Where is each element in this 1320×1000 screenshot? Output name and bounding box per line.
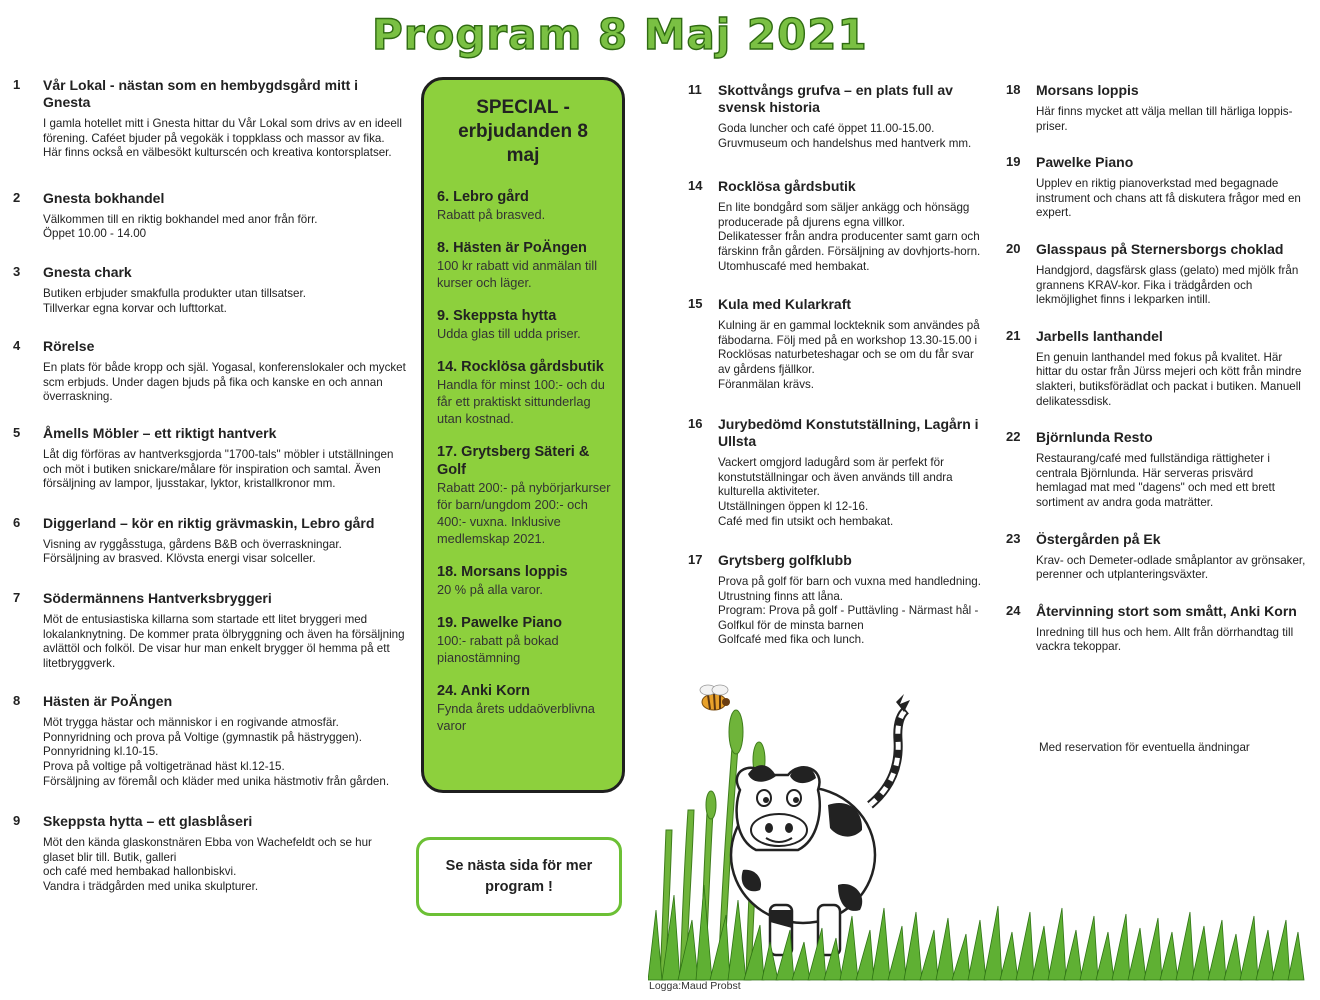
cow-bee-grass-illustration <box>648 680 1308 985</box>
entry-heading: Östergården på Ek <box>1036 530 1161 547</box>
entry-heading: Skottvångs grufva – en plats full av svensk historia <box>718 82 953 115</box>
program-entry <box>1006 82 1306 134</box>
special-offer <box>437 307 616 342</box>
program-entry <box>13 813 406 894</box>
offer-text: Rabatt 200:- på nybörjarkurser för barn/ungdom 200:- och 400:- vuxna. Inklusive medlemskap 2021. <box>437 480 611 546</box>
entry-number: 24 <box>1006 602 1021 618</box>
program-column-2 <box>688 82 988 648</box>
entry-heading: Diggerland – kör en riktig grävmaskin, Lebro gård <box>43 514 375 531</box>
program-entry <box>13 515 406 567</box>
entry-number: 6 <box>13 514 21 530</box>
entry-text: Visning av ryggåsstuga, gårdens B&B och överraskningar. Försäljning av brasved. Klövsta energi visar solceller. <box>43 537 342 566</box>
program-entry <box>13 693 406 789</box>
program-entry <box>1006 429 1306 510</box>
entry-text: En plats för både kropp och själ. Yogasal, konferenslokaler och mycket scm erbjuds. Under dagen bjuds på fika och kanske en och annan överraskning. <box>43 361 406 404</box>
entry-heading: Åmells Möbler – ett riktigt hantverk <box>43 424 277 441</box>
offer-heading: 9. Skeppsta hytta <box>437 308 557 324</box>
entry-heading: Rörelse <box>43 338 95 355</box>
special-offers-box <box>421 77 625 793</box>
offer-heading: 14. Rocklösa gårdsbutik <box>437 359 604 375</box>
special-offers-title: SPECIAL - erbjudanden 8 maj <box>458 97 588 166</box>
entry-text: Låt dig förföras av hantverksgjorda "1700-tals" möbler i utställningen och möt i butiken snickare/målare för inspiration och samtal. Även försäljning av lampor, ljusstakar, lyktor, kristallkronor mm. <box>43 447 394 491</box>
entry-heading: Glasspaus på Sternersborgs choklad <box>1036 240 1284 257</box>
entry-number: 11 <box>688 82 702 97</box>
offer-heading: 8. Hästen är PoÄngen <box>437 240 587 256</box>
offer-text: Handla för minst 100:- och du får ett praktiskt sittunderlag utan kostnad. <box>437 377 605 426</box>
entry-number: 9 <box>13 813 21 829</box>
entry-number: 15 <box>688 296 703 312</box>
entry-number: 3 <box>13 263 21 279</box>
special-offer <box>437 188 616 223</box>
program-entry <box>1006 603 1306 655</box>
offer-text: Rabatt på brasved. <box>437 207 546 222</box>
next-page-text: Se nästa sida för mer program ! <box>445 857 593 895</box>
entry-heading: Rocklösa gårdsbutik <box>718 178 856 195</box>
program-column-1 <box>13 77 406 895</box>
entry-text: Upplev en riktig pianoverkstad med begagnade instrument och chans att få diskutera frågor med en expert. <box>1036 177 1301 220</box>
entry-number: 8 <box>13 693 21 709</box>
program-entry <box>13 190 406 242</box>
offer-text: Fynda årets uddaöverblivna varor <box>437 701 595 733</box>
bee-icon <box>700 685 730 710</box>
entry-heading: Björnlunda Resto <box>1036 429 1153 446</box>
entry-number: 5 <box>13 424 21 440</box>
program-entry <box>13 425 406 492</box>
special-offer <box>437 239 616 291</box>
entry-text: Restaurang/café med fullständiga rättigheter i centrala Björnlunda. Här serveras prisvärd hemlagad mat med "dagens" och med ett brett sortiment av andra goda maträtter. <box>1036 452 1275 509</box>
entry-text: Krav- och Demeter-odlade småplantor av grönsaker, perenner och utplanteringsväxter. <box>1036 553 1306 582</box>
program-entry <box>13 77 406 161</box>
entry-number: 4 <box>13 338 21 354</box>
entry-text: Inredning till hus och hem. Allt från dörrhandtag till vackra tekoppar. <box>1036 625 1294 654</box>
entry-text: Här finns mycket att välja mellan till härliga loppis-priser. <box>1036 105 1293 133</box>
reservation-note: Med reservation för eventuella ändningar <box>1039 741 1250 754</box>
program-entry <box>1006 154 1306 221</box>
entry-text: Goda luncher och café öppet 11.00-15.00. Gruvmuseum och handelshus med hantverk mm. <box>718 122 972 150</box>
entry-text: Möt den kända glaskonstnären Ebba von Wachefeldt och se hur glaset blir till. Butik, galleri och café med hembakad hallonbiskvi. Vandra i trädgården med unika skulpturer. <box>43 836 372 894</box>
logo-credit: Logga:Maud Probst <box>649 980 741 992</box>
offer-text: 100:- rabatt på bokad pianostämning <box>437 633 559 665</box>
next-page-box <box>416 837 622 916</box>
entry-heading: Morsans loppis <box>1036 82 1139 98</box>
entry-heading: Grytsberg golfklubb <box>718 552 852 569</box>
entry-heading: Skeppsta hytta – ett glasblåseri <box>43 813 253 830</box>
entry-number: 18 <box>1006 82 1021 97</box>
entry-text: Prova på golf för barn och vuxna med handledning. Utrustning finns att låna. Program: Prova på golf - Puttävling - Närmast hål - Golfkul för de minsta barnen Golfcafé med fika och lunch. <box>718 575 981 647</box>
entry-heading: Återvinning stort som smått, Anki Korn <box>1036 602 1297 619</box>
entry-number: 22 <box>1006 429 1021 445</box>
program-entry <box>688 82 988 151</box>
entry-number: 20 <box>1006 240 1021 256</box>
offer-heading: 17. Grytsberg Säteri & Golf <box>437 444 590 478</box>
entry-number: 23 <box>1006 530 1021 546</box>
program-entry <box>13 264 406 316</box>
entry-heading: Pawelke Piano <box>1036 154 1134 171</box>
entry-heading: Jurybedömd Konstutställning, Lagårn i Ullsta <box>718 416 979 450</box>
offer-heading: 24. Anki Korn <box>437 683 530 699</box>
entry-number: 21 <box>1006 327 1021 343</box>
entry-text: Butiken erbjuder smakfulla produkter utan tillsatser. Tillverkar egna korvar och lufttorkat. <box>43 286 306 315</box>
offer-text: Udda glas till udda priser. <box>437 326 581 341</box>
entry-heading: Gnesta chark <box>43 263 132 280</box>
special-offer <box>437 563 616 598</box>
program-entry <box>13 590 406 671</box>
program-entry <box>1006 241 1306 308</box>
special-offer <box>437 614 616 666</box>
entry-text: Möt de entusiastiska killarna som startade ett litet bryggeri med lokalanknytning. De kommer prata ölbryggning och även ha försäljning avlättöl och folköl. De visar hur man enkelt brygger öl hemma på ett litetbryggverk. <box>43 612 405 670</box>
entry-text: En genuin lanthandel med fokus på kvalitet. Här hittar du ostar från Jürss mejeri och kött från mindre slakteri, butiksförädlat och packat i butiken. Manuell delikatessdisk. <box>1036 350 1302 408</box>
offer-text: 100 kr rabatt vid anmälan till kurser och läger. <box>437 258 598 290</box>
entry-text: En lite bondgård som säljer ankägg och hönsägg producerade på djurens egna villkor. Delikatesser från andra producenter samt garn och färskinn från gården. Försäljning av dovhjorts-horn. Utomhuscafé med hembakat. <box>718 201 981 273</box>
offer-heading: 18. Morsans loppis <box>437 564 568 580</box>
page-title: Program 8 Maj 2021 <box>372 10 868 59</box>
entry-number: 7 <box>13 589 21 605</box>
special-offer <box>437 443 616 547</box>
entry-text: Handgjord, dagsfärsk glass (gelato) med mjölk från grannens KRAV-kor. Fika i trädgården och lekmöjlighet finns i lekparken intill. <box>1036 263 1299 307</box>
entry-text: Välkommen till en riktig bokhandel med anor från förr. Öppet 10.00 - 14.00 <box>43 212 318 241</box>
offer-text: 20 % på alla varor. <box>437 582 543 597</box>
program-entry <box>688 296 988 392</box>
offer-heading: 19. Pawelke Piano <box>437 615 562 631</box>
program-entry <box>13 338 406 405</box>
special-offer <box>437 682 616 734</box>
entry-text: Kulning är en gammal lockteknik som användes på fäbodarna. Följ med på en workshop 13.30-15.00 i Rocklösas naturbeteshagar och se om du får svar av gårdens fjällkor. Föranmälan krävs. <box>718 319 980 391</box>
program-column-3 <box>1006 82 1306 655</box>
program-entry <box>688 416 988 529</box>
program-entry <box>1006 531 1306 583</box>
program-entry <box>688 552 988 648</box>
entry-heading: Södermännens Hantverksbryggeri <box>43 589 272 606</box>
entry-text: Möt trygga hästar och människor i en rogivande atmosfär. Ponnyridning och prova på Voltige (gymnastik på hästryggen). Ponnyridning kl.10-15. Prova på voltige på voltigetränad häst kl.12-15. Försäljning av föremål och kläder med unika hästmotiv från gården. <box>43 716 390 788</box>
offer-heading: 6. Lebro gård <box>437 189 529 205</box>
entry-text: I gamla hotellet mitt i Gnesta hittar du Vår Lokal som drivs av en ideell förening. Caféet bjuder på vegokäk i toppklass och massor av fika. Här finns också en välbesökt kulturscén och kreativa kontorsplatser. <box>43 117 402 160</box>
entry-heading: Gnesta bokhandel <box>43 189 165 206</box>
entry-number: 1 <box>13 77 21 92</box>
entry-number: 17 <box>688 552 703 568</box>
entry-heading: Vår Lokal - nästan som en hembygdsgård mitt i Gnesta <box>43 77 359 110</box>
entry-text: Vackert omgjord ladugård som är perfekt för konstutställningar och även används till andra kulturella aktiviteter. Utställningen öppen kl 12-16. Café med fin utsikt och hembakat. <box>718 456 953 528</box>
entry-number: 2 <box>13 189 21 205</box>
program-entry <box>688 178 988 274</box>
special-offer <box>437 358 616 427</box>
entry-heading: Hästen är PoÄngen <box>43 693 173 710</box>
program-entry <box>1006 328 1306 409</box>
entry-heading: Jarbells lanthandel <box>1036 327 1163 344</box>
entry-number: 14 <box>688 178 703 194</box>
entry-number: 16 <box>688 416 703 432</box>
entry-number: 19 <box>1006 154 1021 170</box>
entry-heading: Kula med Kularkraft <box>718 296 852 313</box>
